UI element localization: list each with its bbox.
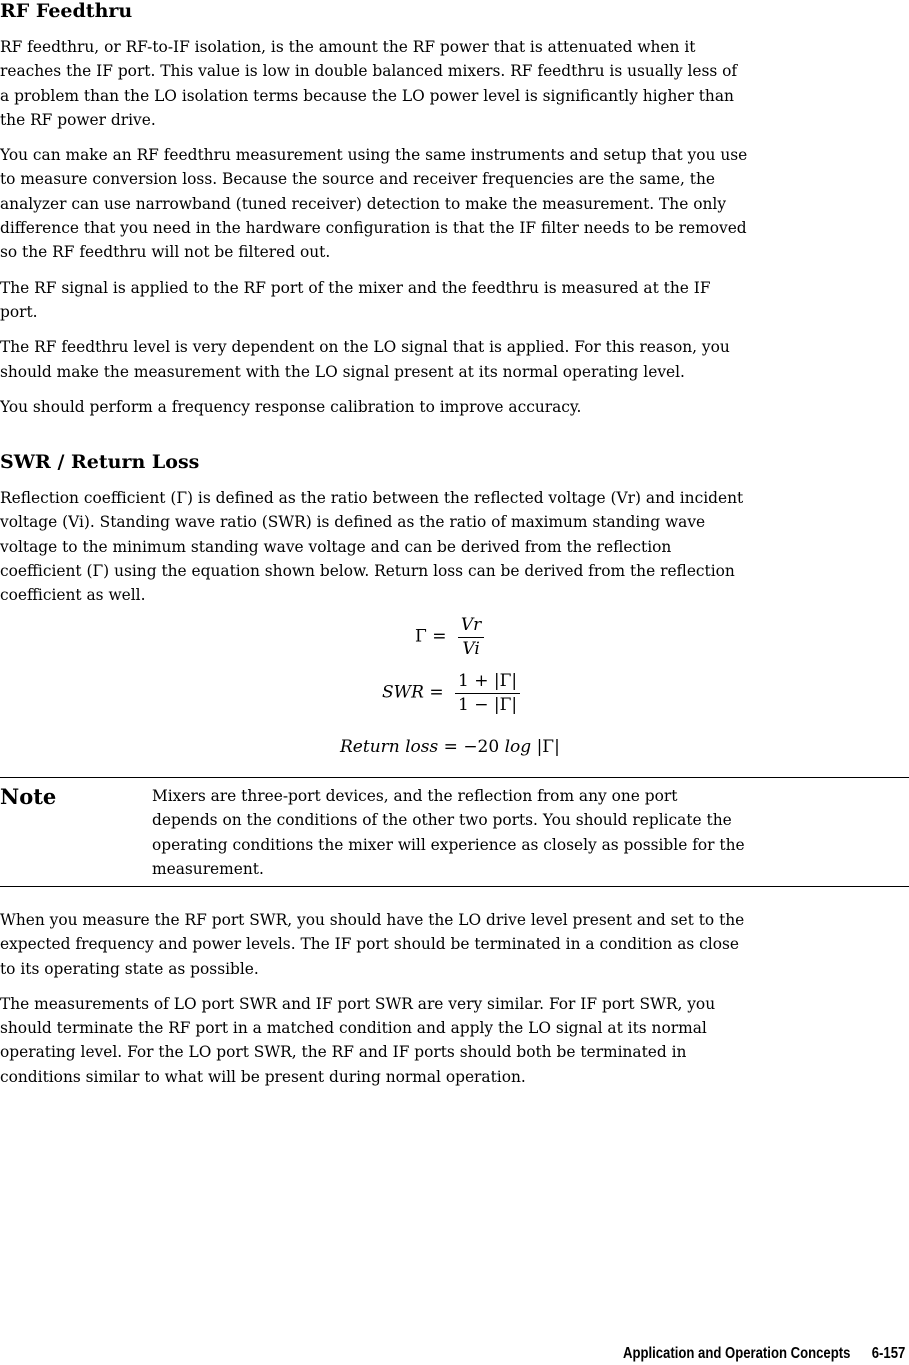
- text-line: Reflection coefficient (Γ) is defined as the ratio between the reflected voltage (Vr) and incident: [0, 489, 744, 507]
- section-continued: [0, 908, 744, 1100]
- fraction: [458, 614, 484, 660]
- eq-lhs: Return loss: [340, 737, 439, 757]
- section-heading: SWR / Return Loss: [0, 451, 200, 473]
- text-line: The RF feedthru level is very dependent on the LO signal that is applied. For this reason, you: [0, 338, 730, 357]
- page-number: 6-157: [871, 1345, 905, 1362]
- numerator: 1 + |Γ|: [455, 670, 520, 694]
- note-line: operating conditions the mixer will experience as closely as possible for the: [152, 835, 745, 854]
- text-line: RF feedthru, or RF-to-IF isolation, is the amount the RF power that is attenuated when it: [0, 38, 696, 56]
- eq-lhs: Γ: [415, 626, 427, 647]
- eq-abs-gamma: |Γ|: [536, 737, 560, 757]
- text-line: should terminate the RF port in a matched condition and apply the LO signal at its normal: [0, 1019, 707, 1038]
- text-line: a problem than the LO isolation terms because the LO power level is significantly higher than: [0, 86, 734, 105]
- footer-title: Application and Operation Concepts: [622, 1345, 851, 1362]
- text-line: conditions similar to what will be present during normal operation.: [0, 1067, 526, 1086]
- text-line: voltage (Vi). Standing wave ratio (SWR) is defined as the ratio of maximum standing wave: [0, 513, 706, 532]
- text-line: You can make an RF feedthru measurement using the same instruments and setup that you use: [0, 146, 748, 165]
- text-line: so the RF feedthru will not be filtered out.: [0, 243, 331, 262]
- paragraph: [0, 486, 743, 607]
- text-line: The measurements of LO port SWR and IF port SWR are very similar. For IF port SWR, you: [0, 994, 716, 1013]
- text-line: should make the measurement with the LO signal present at its normal operating level.: [0, 362, 685, 381]
- denominator: 1 − |Γ|: [457, 695, 518, 715]
- text-line: voltage to the minimum standing wave voltage and can be derived from the reflection: [0, 537, 672, 556]
- fraction: [455, 670, 520, 716]
- note-line: measurement.: [152, 859, 264, 878]
- equation-gamma: [415, 614, 484, 660]
- page-footer: [623, 1345, 905, 1363]
- eq-log: log: [504, 737, 532, 757]
- eq-sign: =: [429, 682, 444, 703]
- paragraph: [0, 143, 747, 264]
- equation-return-loss: [340, 737, 560, 757]
- equation-swr: [382, 670, 520, 716]
- numerator: Vr: [458, 614, 484, 638]
- note-line: Mixers are three-port devices, and the reflection from any one port: [152, 787, 678, 805]
- text-line: The RF signal is applied to the RF port of the mixer and the feedthru is measured at the IF: [0, 278, 711, 297]
- text-line: expected frequency and power levels. The IF port should be terminated in a condition as close: [0, 935, 739, 954]
- text-line: to its operating state as possible.: [0, 959, 259, 978]
- text-line: analyzer can use narrowband (tuned receiver) detection to make the measurement. The only: [0, 194, 727, 213]
- eq-sign: =: [443, 737, 458, 757]
- paragraph: [0, 395, 747, 419]
- paragraph: [0, 276, 747, 325]
- denominator: Vi: [462, 639, 480, 659]
- paragraph: [0, 335, 747, 384]
- text-line: the RF power drive.: [0, 110, 156, 129]
- note-line: depends on the conditions of the other two ports. You should replicate the: [152, 811, 732, 830]
- text-line: You should perform a frequency response calibration to improve accuracy.: [0, 397, 582, 416]
- eq-sign: =: [432, 626, 447, 647]
- note-label: Note: [0, 784, 57, 809]
- note-body: [152, 784, 745, 881]
- note-top-rule: [0, 777, 909, 778]
- text-line: coefficient as well.: [0, 586, 146, 605]
- eq-lhs: SWR: [382, 682, 424, 703]
- paragraph: [0, 35, 747, 132]
- paragraph: [0, 992, 744, 1089]
- text-line: to measure conversion loss. Because the source and receiver frequencies are the same, the: [0, 170, 715, 189]
- text-line: difference that you need in the hardware configuration is that the IF filter needs to be removed: [0, 219, 747, 238]
- text-line: reaches the IF port. This value is low in double balanced mixers. RF feedthru is usually less of: [0, 62, 738, 81]
- text-line: port.: [0, 302, 38, 321]
- text-line: operating level. For the LO port SWR, the RF and IF ports should both be terminated in: [0, 1043, 687, 1062]
- section-swr-return-loss: [0, 451, 743, 618]
- section-heading: RF Feedthru: [0, 0, 133, 22]
- text-line: When you measure the RF port SWR, you should have the LO drive level present and set to the: [0, 911, 745, 929]
- note-bottom-rule: [0, 886, 909, 887]
- text-line: coefficient (Γ) using the equation shown below. Return loss can be derived from the reflection: [0, 561, 735, 580]
- section-rf-feedthru: [0, 0, 747, 430]
- eq-coefficient: −20: [463, 737, 500, 757]
- paragraph: [0, 908, 744, 981]
